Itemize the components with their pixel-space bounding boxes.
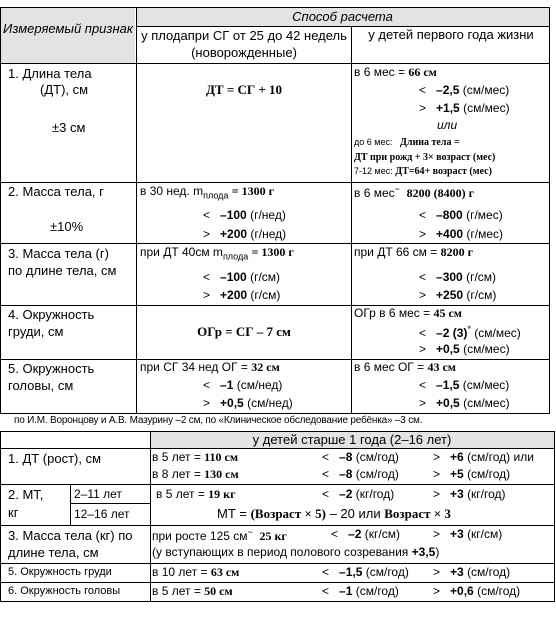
- lower-deviation: < –2 (3)* (см/мес): [419, 324, 521, 340]
- value-line: при ДТ 66 см = 8200 г: [354, 245, 474, 259]
- feature-label: груди, см: [8, 324, 64, 339]
- upper-deviation: > +200 (г/нед): [203, 227, 287, 241]
- feature-label: 6. Окружность головы: [8, 585, 121, 597]
- upper-deviation: > +250 (г/см): [419, 288, 497, 302]
- feature-label: 4. Окружность: [8, 307, 95, 322]
- value-line: в 5 лет = 110 см: [152, 450, 239, 464]
- formula: МТ = (Возраст × 5) – 20 или Возраст × 3: [217, 506, 451, 521]
- feature-label: 2. МТ,: [8, 487, 44, 502]
- upper-deviation: > +0,5 (см/мес): [419, 342, 510, 356]
- feature-tolerance: ±10%: [50, 219, 84, 234]
- lower-deviation: < –100 (г/см): [203, 270, 281, 284]
- lower-deviation: < –1 (см/год): [322, 584, 399, 598]
- upper-deviation: > +3 (кг/см): [433, 527, 503, 541]
- feature-label: по длине тела, см: [8, 263, 117, 278]
- feature-label: 3. Масса тела (кг) по: [8, 528, 133, 543]
- lower-deviation: < –100 (г/нед): [203, 208, 286, 222]
- feature-label: 5. Окружность груди: [8, 566, 112, 578]
- feature-label: 2. Масса тела, г: [8, 184, 104, 199]
- value-line: в 10 лет = 63 см: [152, 565, 240, 579]
- value-line: до 6 мес: Длина тела =: [354, 137, 460, 148]
- upper-deviation: > +400 (г/мес): [419, 227, 504, 241]
- lower-deviation: < –800 (г/мес): [419, 208, 503, 222]
- upper-deviation: > +1,5 (см/мес): [419, 101, 510, 115]
- value-line: в 6 мес ОГ = 43 см: [354, 360, 456, 374]
- feature-label: головы, см: [8, 378, 74, 393]
- upper-deviation: > +3 (см/год): [433, 565, 511, 579]
- lower-deviation: < –1,5 (см/год): [322, 565, 409, 579]
- value-line: ОГр в 6 мес = 45 см: [354, 306, 462, 320]
- value-line: при росте 125 см~ 25 кг: [152, 527, 287, 543]
- formula: ДТ при рожд + 3× возраст (мес): [354, 152, 496, 163]
- age-range: 2–11 лет: [74, 487, 122, 501]
- age-range: 12–16 лет: [74, 507, 130, 521]
- lower-deviation: < –300 (г/см): [419, 270, 497, 284]
- formula: ОГр = СГ – 7 см: [197, 324, 291, 339]
- value-line: в 6 мес = 66 см: [354, 65, 437, 79]
- header-method-label: Способ расчета: [292, 9, 393, 24]
- value-line: в 30 нед. $m_{плода} = 1300$ г: [140, 184, 275, 201]
- lower-deviation: < –2 (кг/год): [322, 487, 395, 501]
- footnote: по И.М. Воронцову и А.В. Мазурину –2 см, по «Клиническое обследование ребёнка» –3 см.: [14, 415, 423, 426]
- upper-deviation: > +6 (см/год) или: [433, 450, 534, 464]
- value-line: в 8 лет = 130 см: [152, 467, 239, 481]
- value-line: при СГ 34 нед ОГ = 32 см: [140, 360, 280, 374]
- or-label: или: [437, 118, 458, 132]
- value-line: в 6 мес~ 8200 (8400) г: [354, 184, 475, 200]
- lower-deviation: < –2,5 (см/мес): [419, 83, 510, 97]
- header-fruit-label: у плодапри СГ от 25 до 42 недель (новорожденные): [141, 28, 347, 60]
- bottom-header-label: у детей старше 1 года (2–16 лет): [252, 432, 452, 447]
- upper-deviation: > +200 (г/см): [203, 288, 281, 302]
- upper-deviation: > +5 (см/год): [433, 467, 511, 481]
- formula: ДТ = СГ + 10: [205, 82, 283, 97]
- lower-deviation: < –8 (см/год): [322, 467, 399, 481]
- upper-deviation: > +0,5 (см/мес): [419, 396, 510, 410]
- feature-label: 1. Длина тела: [8, 66, 92, 81]
- value-line: в 5 лет = 50 см: [152, 584, 233, 598]
- header-feature-label: Измеряемый признак: [3, 21, 133, 36]
- lower-deviation: < –2 (кг/см): [331, 527, 400, 541]
- feature-label: 5. Окружность: [8, 361, 95, 376]
- upper-deviation: > +0,5 (см/нед): [203, 396, 293, 410]
- feature-label: 3. Масса тела (г): [8, 246, 109, 261]
- feature-label: длине тела, см: [8, 545, 99, 560]
- feature-label: (ДТ), см: [40, 82, 89, 97]
- upper-deviation: > +3 (кг/год): [433, 487, 506, 501]
- lower-deviation: < –1,5 (см/мес): [419, 378, 510, 392]
- feature-label: 1. ДТ (рост), см: [8, 451, 102, 466]
- value-line: при ДТ 40см $m_{плода} = 1300$ г: [140, 245, 294, 262]
- lower-deviation: < –1 (см/нед): [203, 378, 283, 392]
- upper-deviation: > +0,6 (см/год): [433, 584, 521, 598]
- feature-tolerance: ±3 см: [52, 120, 86, 135]
- header-infant-label: у детей первого года жизни: [368, 27, 534, 42]
- value-line: в 5 лет = 19 кг: [156, 487, 236, 501]
- value-line: (у вступающих в период полового созревания +3,5): [152, 545, 440, 559]
- value-line: 7-12 мес: ДТ=64+ возраст (мес): [354, 166, 492, 177]
- feature-label: кг: [8, 505, 19, 520]
- lower-deviation: < –8 (см/год): [322, 450, 399, 464]
